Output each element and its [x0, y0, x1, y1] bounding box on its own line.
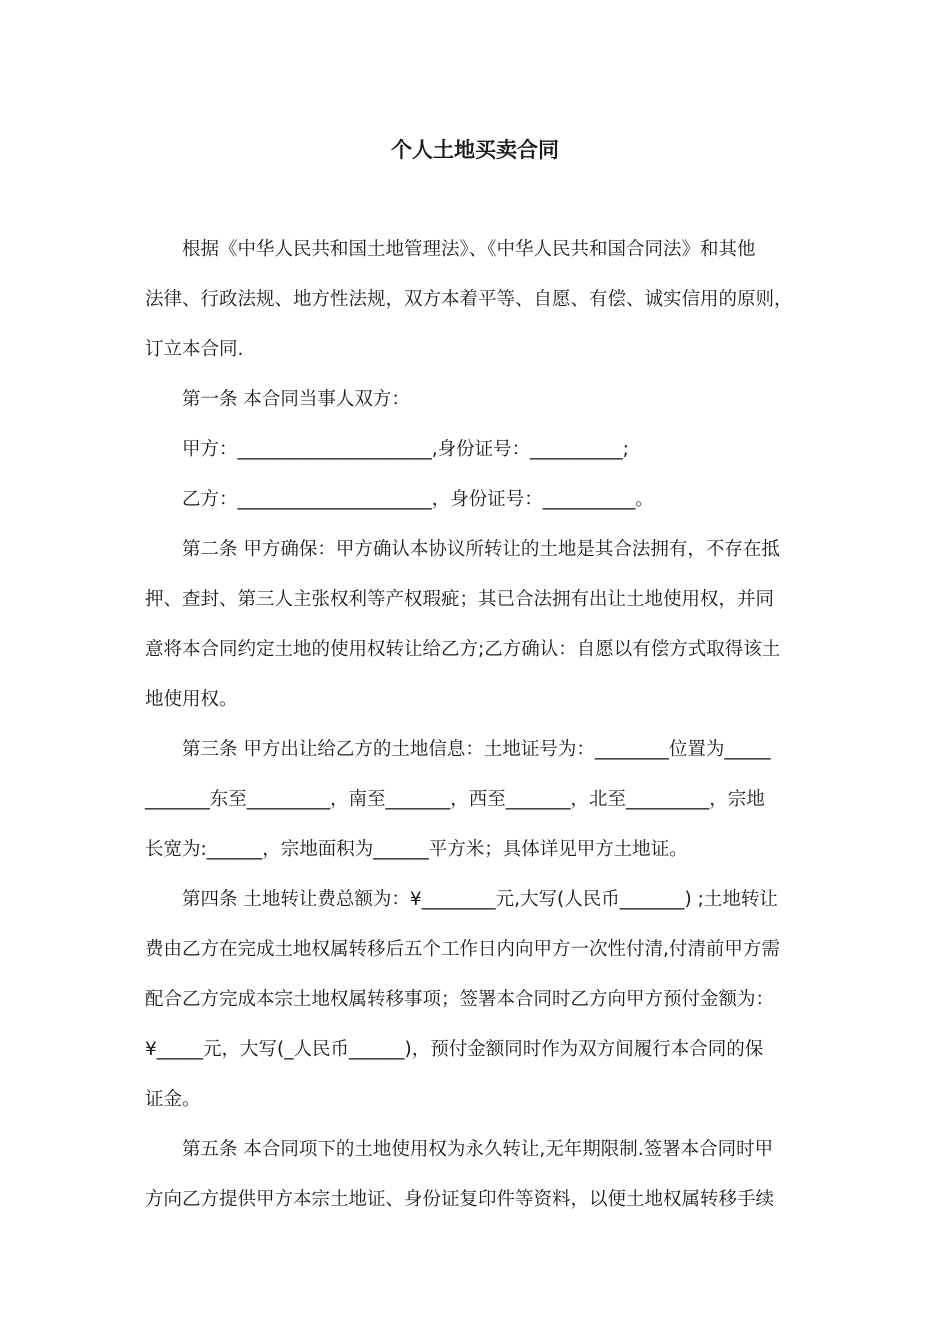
article-2-line-4: 地使用权。: [145, 689, 238, 710]
article-2-line-1: 第二条 甲方确保：甲方确认本协议所转让的土地是其合法拥有，不存在抵: [182, 539, 780, 560]
article-4-line-1: 第四条 土地转让费总额为：¥________元,大写(人民币_______) ;土地转让: [182, 889, 778, 910]
article-4-line-4: ¥_____元，大写(_人民币______)，预付金额同时作为双方间履行本合同的保: [145, 1039, 764, 1060]
article-5-line-1: 第五条 本合同项下的土地使用权为永久转让,无年期限制.签署本合同时甲: [182, 1139, 774, 1160]
article-2-line-3: 意将本合同约定土地的使用权转让给乙方;乙方确认：自愿以有偿方式取得该土: [145, 639, 781, 660]
preamble-line-1: 根据《中华人民共和国土地管理法》、《中华人民共和国合同法》和其他: [182, 239, 756, 260]
article-3-line-2: _______东至_________，南至_______，西至_______，北至_________，宗地: [145, 789, 765, 810]
preamble-line-2: 法律、行政法规、地方性法规，双方本着平等、自愿、有偿、诚实信用的原则，: [145, 289, 793, 310]
party-b-line: 乙方：_____________________，身份证号：__________。: [182, 489, 654, 510]
article-4-line-3: 配合乙方完成本宗土地权属转移事项；签署本合同时乙方向甲方预付金额为：: [145, 989, 775, 1010]
article-4-line-2: 费由乙方在完成土地权属转移后五个工作日内向甲方一次性付清,付清前甲方需: [145, 939, 780, 960]
article-4-line-5: 证金。: [145, 1089, 201, 1110]
article-2-line-2: 押、查封、第三人主张权利等产权瑕疵；其已合法拥有出让土地使用权，并同: [145, 589, 775, 610]
preamble-line-3: 订立本合同.: [145, 339, 244, 360]
article-1-heading: 第一条 本合同当事人双方：: [182, 389, 410, 410]
article-3-line-3: 长宽为:______，宗地面积为______平方米；具体详见甲方土地证。: [145, 839, 688, 860]
article-3-line-1: 第三条 甲方出让给乙方的土地信息：土地证号为：________位置为_____: [182, 739, 771, 760]
document-title: 个人土地买卖合同: [391, 138, 559, 162]
article-5-line-2: 方向乙方提供甲方本宗土地证、身份证复印件等资料，以便土地权属转移手续: [145, 1189, 775, 1210]
party-a-line: 甲方：_____________________,身份证号：__________;: [182, 439, 629, 460]
